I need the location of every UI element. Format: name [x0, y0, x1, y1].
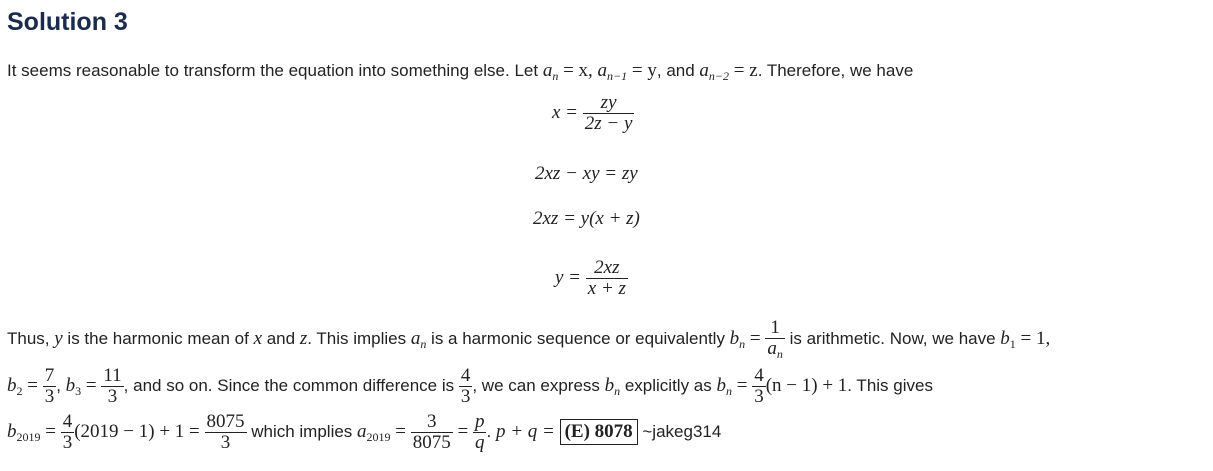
author-credit: ~jakeg314: [637, 421, 722, 441]
p2-text: . This implies: [307, 328, 411, 348]
math-eq: =: [732, 374, 748, 396]
math-sub: 2019: [366, 429, 391, 444]
math-eq: =: [452, 420, 469, 442]
intro-and: , and: [656, 61, 695, 80]
bn-denominator: [765, 338, 785, 361]
math-sub: n: [552, 69, 559, 83]
p2-text: and: [262, 328, 300, 348]
b2019-fraction: [61, 412, 75, 453]
a2019-numerator: 3: [427, 411, 437, 432]
math-eq: =: [745, 327, 761, 349]
paragraph-arithmetic: [7, 366, 933, 407]
answer-box: (E) 8078: [560, 419, 638, 445]
math-eq-x: = x,: [558, 60, 598, 81]
math-sub: n−1: [607, 69, 628, 83]
b2-numerator: 7: [44, 365, 55, 386]
b3-numerator: 11: [103, 365, 122, 386]
p4-text: which implies: [246, 421, 358, 441]
math-a: a: [357, 420, 367, 442]
b2019-denominator: 3: [62, 431, 73, 453]
math-z: z: [299, 327, 308, 349]
math-sub: 2019: [16, 429, 41, 444]
math-a: a: [767, 337, 777, 359]
result-denominator: 3: [205, 432, 247, 453]
math-b: b: [1000, 327, 1010, 349]
math-sub: n−2: [708, 69, 730, 83]
result-numerator: 8075: [206, 411, 245, 432]
intro-text-2: . Therefore, we have: [757, 61, 914, 80]
a2019-fraction: [411, 412, 453, 453]
math-y: y: [54, 327, 63, 349]
math-a: a: [410, 327, 421, 349]
a2019-denominator: 8075: [412, 431, 451, 453]
p-numerator: p: [474, 411, 485, 432]
math-sub: 2: [16, 383, 23, 398]
p2-text: is arithmetic. Now, we have: [784, 328, 1001, 348]
p3-text: explicitly as: [620, 375, 717, 395]
intro-paragraph: [7, 60, 913, 84]
math-b: b: [7, 374, 17, 396]
math-eq-z: = z: [729, 60, 758, 81]
bn-numerator: 1: [770, 317, 780, 338]
math-sub: n: [726, 383, 732, 398]
paragraph-harmonic: [7, 318, 1050, 361]
explicit-numerator: 4: [754, 365, 764, 386]
eq1-numerator: zy: [600, 92, 617, 113]
p2-text: is the harmonic mean of: [62, 328, 254, 348]
math-b: b: [65, 374, 76, 396]
p4-text: .: [486, 421, 492, 441]
math-a: a: [597, 60, 608, 81]
p3-text: , we can express: [472, 375, 605, 395]
math-a: a: [542, 60, 553, 81]
math-x: x: [253, 327, 262, 349]
b2019-numerator: 4: [62, 411, 73, 432]
math-sub: n: [420, 336, 427, 351]
b3-fraction: [101, 366, 123, 407]
eq4-denominator: x + z: [587, 277, 626, 299]
explicit-rest: (n − 1) + 1: [765, 374, 848, 396]
eq1-fraction: [583, 93, 635, 134]
math-b: b: [7, 420, 17, 442]
equation-4: [555, 258, 628, 299]
math-sub: 1: [1009, 336, 1016, 351]
math-eq: =: [81, 374, 97, 396]
difference-fraction: [459, 366, 473, 407]
math-a: a: [699, 60, 709, 81]
math-b: b: [604, 374, 615, 396]
equation-2: 2xz − xy = zy: [535, 163, 638, 184]
solution-heading: Solution 3: [7, 8, 128, 36]
result-fraction: [205, 412, 247, 453]
b2019-rest: (2019 − 1) + 1 =: [74, 420, 200, 442]
math-pq: p + q =: [491, 420, 555, 442]
equation-1: [552, 93, 634, 134]
explicit-fraction: [752, 366, 766, 407]
math-sub: n: [739, 336, 746, 351]
math-b: b: [716, 374, 726, 396]
p3-text: , and so on. Since the common difference is: [123, 375, 455, 395]
math-eq: = 1,: [1015, 327, 1051, 349]
eq4-numerator: 2xz: [594, 257, 620, 278]
math-eq-y: = y: [627, 60, 657, 81]
q-denominator: q: [474, 431, 485, 453]
p2-text: Thus,: [7, 328, 55, 348]
explicit-denominator: 3: [754, 385, 764, 407]
eq4-fraction: [586, 258, 628, 299]
eq1-denominator: 2z − y: [584, 112, 633, 134]
math-eq: =: [22, 374, 38, 396]
math-sub: n: [614, 383, 621, 398]
bn-fraction: [765, 318, 785, 361]
eq4-lhs: y =: [555, 266, 582, 288]
b2-denominator: 3: [44, 385, 55, 407]
b2-fraction: [43, 366, 57, 407]
equation-3: 2xz = y(x + z): [533, 208, 640, 229]
math-eq: =: [40, 420, 56, 442]
pq-fraction: [473, 412, 487, 453]
p3-text: ,: [56, 375, 61, 395]
difference-numerator: 4: [460, 365, 471, 386]
b3-denominator: 3: [101, 386, 123, 407]
p3-text: . This gives: [847, 375, 933, 395]
eq1-lhs: x =: [552, 101, 579, 123]
p2-text: is a harmonic sequence or equivalently: [426, 328, 730, 348]
intro-text-1: It seems reasonable to transform the equation into something else. Let: [7, 61, 539, 80]
math-b: b: [729, 327, 740, 349]
math-sub: n: [776, 346, 783, 361]
difference-denominator: 3: [460, 385, 471, 407]
math-sub: 3: [75, 383, 82, 398]
math-eq: =: [390, 420, 407, 442]
paragraph-answer: [7, 412, 721, 453]
